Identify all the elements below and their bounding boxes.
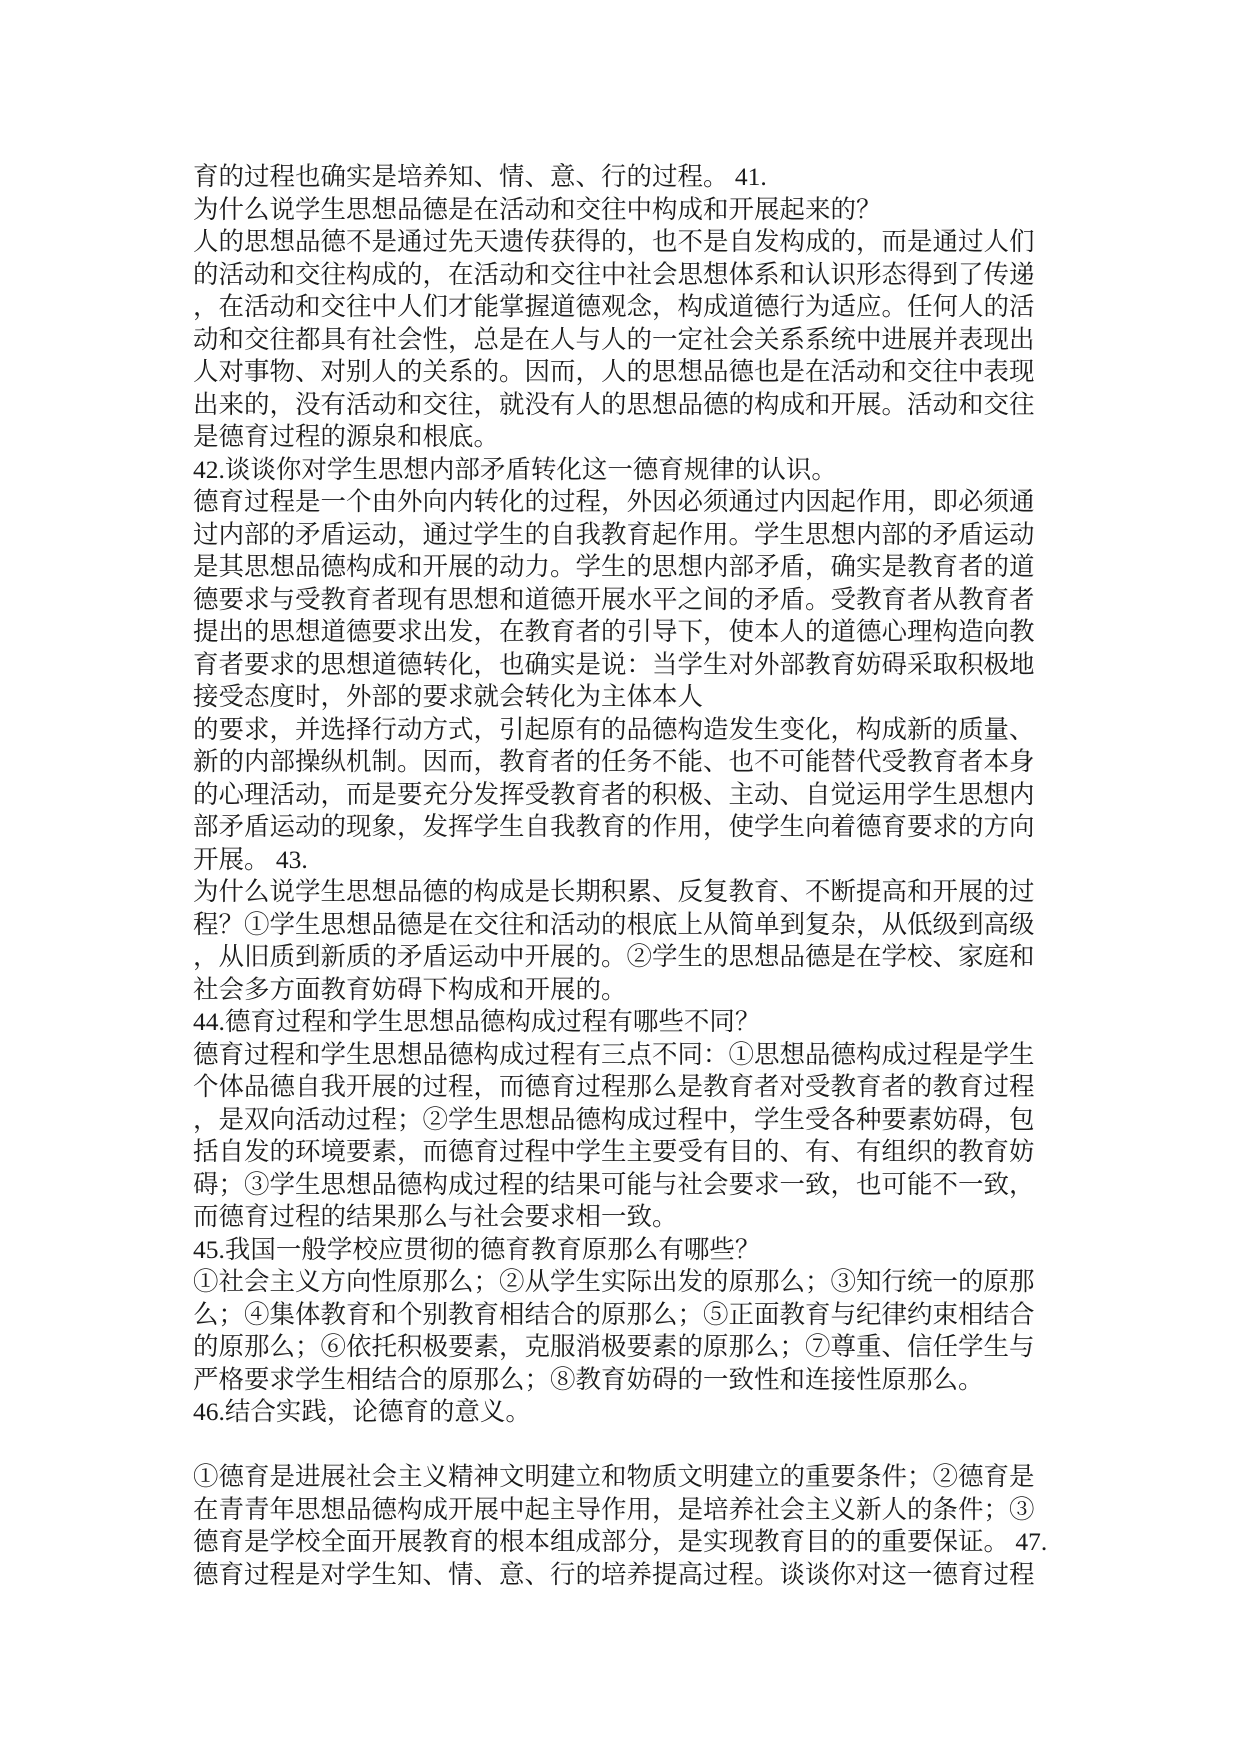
text-line: 德育过程和学生思想品德构成过程有三点不同：①思想品德构成过程是学生 xyxy=(193,1039,1035,1069)
text-line: 46.结合实践，论德育的意义。 xyxy=(193,1397,531,1426)
text-line: 的活动和交往构成的，在活动和交往中社会思想体系和认识形态得到了传递 xyxy=(193,259,1035,289)
text-line: 育者要求的思想道德转化，也确实是说：当学生对外部教育妨碍采取积极地 xyxy=(193,649,1035,679)
text-line: 的原那么；⑥依托积极要素，克服消极要素的原那么；⑦尊重、信任学生与 xyxy=(193,1332,1035,1361)
text-line: 是德育过程的源泉和根底。 xyxy=(193,422,500,451)
text-line: 是其思想品德构成和开展的动力。学生的思想内部矛盾，确实是教育者的道 xyxy=(193,552,1035,581)
text-line: 部矛盾运动的现象，发挥学生自我教育的作用，使学生向着德育要求的方向 xyxy=(193,812,1035,841)
text-line: 提出的思想道德要求出发，在教育者的引导下，使本人的道德心理构造向教 xyxy=(193,617,1035,646)
text-line: 社会多方面教育妨碍下构成和开展的。 xyxy=(193,974,627,1004)
text-line: 的心理活动，而是要充分发挥受教育者的积极、主动、自觉运用学生思想内 xyxy=(193,779,1035,809)
text-line: 程？①学生思想品德是在交往和活动的根底上从简单到复杂，从低级到高级 xyxy=(193,909,1035,939)
text-line: 个体品德自我开展的过程，而德育过程那么是教育者对受教育者的教育过程 xyxy=(193,1072,1035,1101)
text-line: 在青青年思想品德构成开展中起主导作用，是培养社会主义新人的条件；③ xyxy=(193,1494,1035,1524)
text-line: 德育过程是对学生知、情、意、行的培养提高过程。谈谈你对这一德育过程 xyxy=(193,1559,1035,1589)
text-line: 德要求与受教育者现有思想和道德开展水平之间的矛盾。受教育者从教育者 xyxy=(193,584,1035,614)
blank-line xyxy=(193,1429,1063,1462)
text-line: ，在活动和交往中人们才能掌握道德观念，构成道德行为适应。任何人的活 xyxy=(193,292,1035,321)
text-line: 新的内部操纵机制。因而，教育者的任务不能、也不可能替代受教育者本身 xyxy=(193,747,1035,776)
text-line: 42.谈谈你对学生思想内部矛盾转化这一德育规律的认识。 xyxy=(193,454,837,484)
text-line: 出来的，没有活动和交往，就没有人的思想品德的构成和开展。活动和交往 xyxy=(193,389,1035,419)
text-line: 人对事物、对别人的关系的。因而，人的思想品德也是在活动和交往中表现 xyxy=(193,357,1035,386)
text-line: 动和交往都具有社会性，总是在人与人的一定社会关系系统中进展并表现出 xyxy=(193,324,1035,354)
text-line: 过内部的矛盾运动，通过学生的自我教育起作用。学生思想内部的矛盾运动 xyxy=(193,519,1035,549)
text-line: 而德育过程的结果那么与社会要求相一致。 xyxy=(193,1202,678,1231)
text-line: 开展。 43. xyxy=(193,844,308,874)
text-line: 育的过程也确实是培养知、情、意、行的过程。 41. xyxy=(193,162,767,191)
text-line: ①社会主义方向性原那么；②从学生实际出发的原那么；③知行统一的原那 xyxy=(193,1267,1035,1296)
text-line: 碍；③学生思想品德构成过程的结果可能与社会要求一致，也可能不一致， xyxy=(193,1169,1035,1199)
text-line: 人的思想品德不是通过先天遗传获得的，也不是自发构成的，而是通过人们 xyxy=(193,227,1035,256)
document-page xyxy=(193,161,1063,1591)
text-line: 44.德育过程和学生思想品德构成过程有哪些不同？ xyxy=(193,1007,761,1036)
text-line: ，是双向活动过程；②学生思想品德构成过程中，学生受各种要素妨碍，包 xyxy=(193,1104,1035,1134)
text-line: 括自发的环境要素，而德育过程中学生主要受有目的、有、有组织的教育妨 xyxy=(193,1137,1035,1166)
text-line: 的要求，并选择行动方式，引起原有的品德构造发生变化，构成新的质量、 xyxy=(193,714,1035,744)
text-line: 45.我国一般学校应贯彻的德育教育原那么有哪些？ xyxy=(193,1234,761,1264)
text-line: 么；④集体教育和个别教育相结合的原那么；⑤正面教育与纪律约束相结合 xyxy=(193,1299,1035,1329)
text-line: 接受态度时，外部的要求就会转化为主体本人 xyxy=(193,682,704,711)
text-line: 为什么说学生思想品德的构成是长期积累、反复教育、不断提高和开展的过 xyxy=(193,877,1035,906)
text-line: 德育是学校全面开展教育的根本组成部分，是实现教育目的的重要保证。 47. xyxy=(193,1527,1048,1556)
text-line: ①德育是进展社会主义精神文明建立和物质文明建立的重要条件；②德育是 xyxy=(193,1462,1035,1491)
text-line: 严格要求学生相结合的原那么；⑧教育妨碍的一致性和连接性原那么。 xyxy=(193,1364,984,1394)
text-line: 为什么说学生思想品德是在活动和交往中构成和开展起来的？ xyxy=(193,194,882,224)
text-line: ，从旧质到新质的矛盾运动中开展的。②学生的思想品德是在学校、家庭和 xyxy=(193,942,1035,971)
text-line: 德育过程是一个由外向内转化的过程，外因必须通过内因起作用，即必须通 xyxy=(193,487,1035,516)
